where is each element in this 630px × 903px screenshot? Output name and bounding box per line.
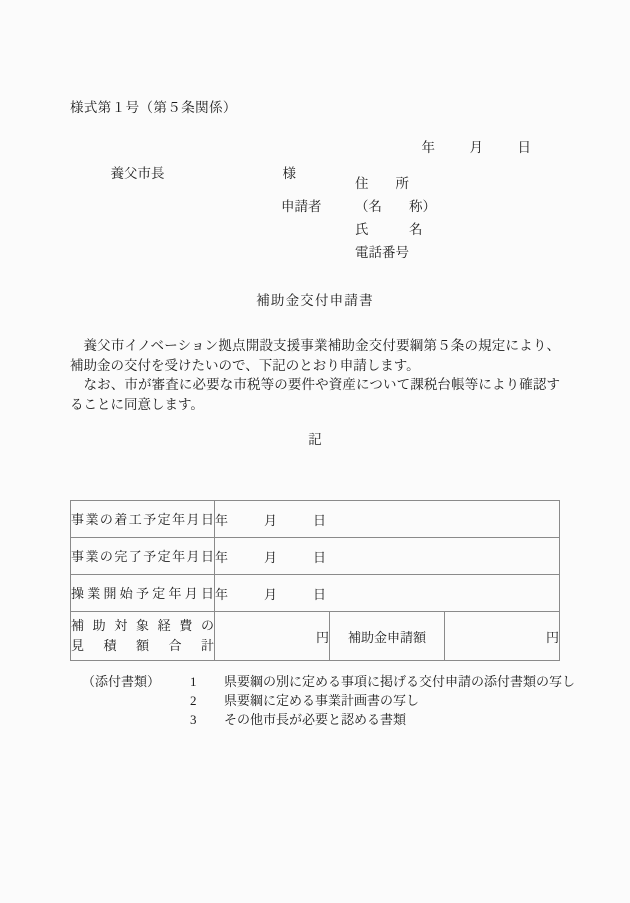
row-label-subsidy-request-amount: 補助金申請額	[330, 612, 445, 661]
applicant-row-address	[281, 172, 436, 195]
body-paragraph-1: 養父市イノベーション拠点開設支援事業補助金交付要綱第５条の規定により、補助金の交付を受けたいので、下記のとおり申請します。	[70, 338, 560, 373]
attachment-number: 1	[190, 674, 197, 689]
date-year-label: 年	[421, 140, 435, 155]
attachments-title: （添付書類）	[82, 674, 161, 689]
attachment-text: 県要綱の別に定める事項に掲げる交付申請の添付書類の写し	[224, 674, 576, 689]
table-row	[71, 538, 560, 575]
row-value-completion[interactable]	[215, 538, 560, 575]
row-value-construction-start[interactable]	[215, 501, 560, 538]
row-label-subsidy-target-cost-line1: 補助対象経費の	[71, 618, 214, 633]
ki-mark: 記	[308, 432, 322, 447]
year-label: 年	[215, 586, 229, 602]
applicant-row-personal-name	[281, 218, 436, 241]
currency-unit-yen: 円	[315, 629, 329, 645]
month-label: 月	[264, 512, 278, 528]
row-label-completion: 事業の完了予定年月日	[71, 538, 215, 575]
form-number: 様式第１号（第５条関係）	[70, 100, 237, 115]
day-label: 日	[313, 549, 327, 565]
applicant-row-phone	[281, 241, 436, 264]
day-label: 日	[313, 586, 327, 602]
addressee-honorific: 様	[282, 166, 296, 181]
addressee-line	[97, 146, 296, 198]
table-row	[71, 575, 560, 612]
table-row	[71, 612, 560, 661]
attachment-number: 2	[190, 693, 197, 708]
applicant-personal-name-field-label: 氏 名	[355, 222, 423, 237]
date-month-label: 月	[469, 140, 483, 155]
row-label-operation-start: 操業開始予定年月日	[71, 575, 215, 612]
applicant-entity-field-label: （名 称）	[355, 199, 436, 214]
applicant-block	[281, 172, 436, 264]
year-label: 年	[215, 549, 229, 565]
attachment-text: その他市長が必要と認める書類	[224, 712, 407, 727]
currency-unit-yen: 円	[545, 629, 559, 645]
application-details-table	[70, 500, 560, 661]
applicant-row-name-entity	[281, 195, 436, 218]
row-label-construction-start: 事業の着工予定年月日	[71, 501, 215, 538]
row-value-subsidy-target-cost[interactable]	[215, 612, 330, 661]
year-label: 年	[215, 512, 229, 528]
attachment-number: 3	[190, 712, 197, 727]
attachments-section	[82, 672, 575, 729]
applicant-phone-field-label: 電話番号	[355, 245, 409, 260]
date-line	[408, 120, 531, 172]
row-value-subsidy-request-amount[interactable]	[445, 612, 560, 661]
list-item	[82, 672, 575, 691]
day-label: 日	[313, 512, 327, 528]
list-item	[82, 691, 575, 710]
row-label-subsidy-target-cost	[71, 612, 215, 661]
page-title: 補助金交付申請書	[256, 293, 374, 308]
month-label: 月	[264, 586, 278, 602]
list-item	[82, 710, 575, 729]
date-day-label: 日	[517, 140, 531, 155]
table-row	[71, 501, 560, 538]
body-text	[70, 336, 560, 414]
applicant-label: 申請者	[281, 199, 322, 214]
row-label-subsidy-target-cost-line2: 見積額合計	[71, 638, 214, 653]
month-label: 月	[264, 549, 278, 565]
addressee-name: 養父市長	[110, 166, 165, 181]
attachment-text: 県要綱に定める事業計画書の写し	[224, 693, 420, 708]
applicant-address-field-label: 住 所	[355, 176, 409, 191]
row-value-operation-start[interactable]	[215, 575, 560, 612]
body-paragraph-2: なお、市が審査に必要な市税等の要件や資産について課税台帳等により確認することに同意します。	[70, 377, 560, 412]
